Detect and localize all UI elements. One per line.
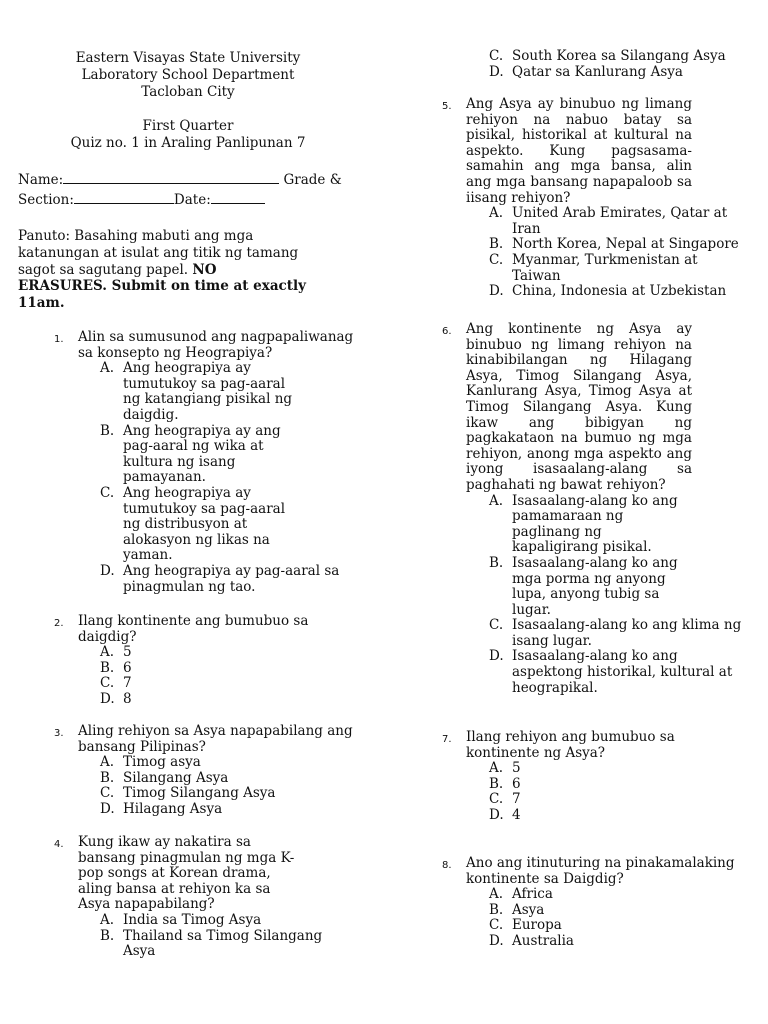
question-7	[440, 730, 758, 824]
choice-text: Isasaalang-alang ko ang pamamaraan ng paglinang ng kapaligirang pisikal.	[512, 492, 678, 556]
choice-a[interactable]	[100, 913, 350, 929]
choice-letter: B.	[489, 775, 504, 792]
date-label: Date:	[173, 191, 211, 208]
choice-text: Isasaalang-alang ko ang aspektong historikal, kultural at heograpikal.	[512, 648, 733, 696]
choice-d[interactable]	[100, 802, 363, 818]
question-stem: Ang kontinente ng Asya ay binubuo ng limang rehiyon na kinabibilangan ng Hilagang Asya, Timog Silangang Asya, Kanlurang Asya, Timog Asya at Timog Silangang Asya. Kung ikaw ang bibigyan ng pagkakataon na bumuo ng mga rehiyon, anong mga aspekto ang iyong isasaalang-alang sa paghahati ng bawat rehiyon?	[466, 321, 692, 493]
choice-text: Asya	[512, 901, 545, 918]
choice-text: North Korea, Nepal at Singapore	[512, 236, 739, 253]
choice-letter: A.	[100, 644, 115, 661]
choice-text: 6	[123, 659, 132, 676]
choice-letter: B.	[100, 927, 115, 944]
city-name: Tacloban City	[141, 84, 235, 100]
question-6	[440, 322, 758, 696]
question-number: 5.	[442, 101, 452, 112]
choice-text: Ang heograpiya ay pag-aaral sa pinagmulan ng tao.	[123, 562, 340, 595]
choice-text: 7	[123, 675, 132, 692]
choice-d[interactable]	[489, 808, 758, 824]
choice-text: Timog asya	[123, 754, 201, 771]
question-4	[18, 835, 363, 960]
section-label: Section:	[18, 191, 74, 208]
choice-text: Hilagang Asya	[123, 800, 223, 817]
choice-letter: B.	[489, 901, 504, 918]
grade-label: Grade &	[283, 172, 342, 188]
question-stem: Ilang rehiyon ang bumubuo sa kontinente ng Asya?	[466, 729, 675, 761]
choice-letter: C.	[489, 617, 504, 634]
choice-d[interactable]	[100, 562, 340, 595]
choice-d[interactable]	[489, 649, 759, 696]
choice-letter: B.	[100, 769, 115, 786]
choice-letter: C.	[489, 791, 504, 808]
question-stem: Ilang kontinente ang bumubuo sa daigdig?	[78, 613, 309, 645]
choice-letter: C.	[489, 251, 504, 268]
choice-c[interactable]	[100, 486, 315, 564]
choice-text: Ang heograpiya ay tumutukoy sa pag-aaral ng distribusyon at alokasyon ng likas na yaman.	[123, 484, 286, 564]
instructions-bold-text: NO ERASURES. Submit on time at exactly 11am.	[18, 261, 306, 312]
choice-d[interactable]	[100, 692, 363, 708]
question-number: 6.	[442, 326, 452, 337]
question-2	[18, 614, 363, 708]
choice-b[interactable]	[489, 237, 759, 253]
choice-letter: B.	[100, 659, 115, 676]
choice-text: Isasaalang-alang ko ang klima ng isang lugar.	[512, 617, 742, 649]
choice-text: India sa Timog Asya	[123, 911, 262, 928]
choice-letter: D.	[489, 932, 504, 949]
choice-text: Australia	[512, 932, 574, 949]
choice-letter: A.	[489, 886, 504, 903]
choice-b[interactable]	[489, 556, 759, 618]
question-8	[440, 856, 758, 950]
choice-c[interactable]	[489, 253, 759, 284]
choice-letter: D.	[489, 806, 504, 823]
choice-letter: A.	[489, 205, 504, 222]
choice-letter: A.	[100, 911, 115, 928]
choice-text: Ang heograpiya ay ang pag-aaral ng wika at kultura ng isang pamayanan.	[123, 422, 281, 486]
choice-text: 4	[512, 806, 521, 823]
choice-b[interactable]	[100, 929, 350, 960]
choice-d[interactable]	[489, 934, 758, 950]
choice-letter: B.	[489, 236, 504, 253]
choice-letter: D.	[100, 800, 115, 817]
question-stem: Ano ang itinuturing na pinakamalaking kontinente sa Daigdig?	[466, 855, 735, 887]
quiz-title: Quiz no. 1 in Araling Panlipunan 7	[70, 135, 306, 151]
choice-text: 8	[123, 690, 132, 707]
name-label: Name:	[18, 172, 64, 188]
quarter-label: First Quarter	[142, 118, 234, 134]
choice-letter: C.	[100, 785, 115, 802]
question-5	[440, 97, 758, 300]
choice-text: Silangang Asya	[123, 769, 229, 786]
choice-c[interactable]	[489, 918, 758, 934]
document-header	[18, 50, 358, 152]
instructions	[18, 228, 308, 312]
choice-b[interactable]	[489, 903, 758, 919]
choice-text: United Arab Emirates, Qatar at Iran	[512, 205, 728, 237]
student-fields	[18, 170, 358, 209]
question-stem: Alin sa sumusunod ang nagpapaliwanag sa konsepto ng Heograpiya?	[78, 329, 354, 361]
section-blank[interactable]	[74, 190, 174, 204]
choice-letter: D.	[489, 648, 504, 665]
choice-text: Africa	[512, 886, 553, 903]
question-number: 3.	[54, 728, 64, 739]
choice-letter: C.	[489, 48, 504, 64]
choice-text: South Korea sa Silangang Asya	[512, 48, 726, 64]
choice-a[interactable]	[100, 755, 363, 771]
question-4-continued	[440, 49, 758, 80]
university-name: Eastern Visayas State University	[75, 50, 301, 66]
choice-text: Europa	[512, 917, 562, 934]
choice-c[interactable]	[489, 49, 758, 65]
question-number: 8.	[442, 860, 452, 871]
choice-letter: D.	[489, 63, 504, 80]
question-3	[18, 724, 363, 818]
choice-text: Myanmar, Turkmenistan at Taiwan	[512, 251, 698, 284]
choice-letter: B.	[100, 422, 115, 439]
choice-text: Timog Silangang Asya	[123, 785, 276, 802]
choice-text: 5	[123, 644, 132, 661]
choice-b[interactable]	[100, 424, 315, 486]
choice-c[interactable]	[100, 786, 363, 802]
choice-b[interactable]	[100, 771, 363, 787]
choice-letter: D.	[100, 562, 115, 579]
choice-a[interactable]	[489, 887, 758, 903]
choice-letter: D.	[100, 690, 115, 707]
choice-a[interactable]	[100, 361, 315, 423]
question-number: 2.	[54, 618, 64, 629]
name-blank[interactable]	[63, 170, 279, 184]
choice-letter: C.	[489, 917, 504, 934]
question-number: 4.	[54, 839, 64, 850]
choice-a[interactable]	[489, 206, 759, 237]
choice-a[interactable]	[100, 645, 363, 661]
choice-letter: C.	[100, 675, 115, 692]
choice-a[interactable]	[489, 494, 759, 556]
choice-c[interactable]	[100, 676, 363, 692]
question-stem: Ang Asya ay binubuo ng limang rehiyon na nabuo batay sa pisikal, historikal at kultural na aspekto. Kung pagsasama-samahin ang mga bansa, alin ang mga bansang napapaloob sa iisang rehiyon?	[466, 96, 692, 206]
question-1	[18, 330, 363, 595]
choice-letter: C.	[100, 484, 115, 501]
choice-text: Isasaalang-alang ko ang mga porma ng anyong lupa, anyong tubig sa lugar.	[512, 554, 678, 618]
question-number: 1.	[54, 334, 64, 345]
choice-a[interactable]	[489, 761, 758, 777]
choice-letter: D.	[489, 283, 504, 300]
choice-d[interactable]	[489, 284, 759, 300]
department-name: Laboratory School Department	[81, 67, 295, 83]
choice-text: 5	[512, 760, 521, 777]
choice-text: Qatar sa Kanlurang Asya	[512, 63, 683, 80]
instructions-text: Panuto: Basahing mabuti ang mga katanungan at isulat ang titik ng tamang sagot sa sagutang papel.	[18, 228, 299, 278]
choice-text: Thailand sa Timog Silangang Asya	[123, 927, 323, 960]
question-stem: Kung ikaw ay nakatira sa bansang pinagmulan ng mga K-pop songs at Korean drama, aling bansa at rehiyon ka sa Asya napapabilang?	[78, 834, 295, 913]
choice-b[interactable]	[100, 661, 363, 677]
choice-d[interactable]	[489, 65, 758, 81]
choice-letter: A.	[489, 760, 504, 777]
choice-letter: A.	[489, 492, 504, 509]
choice-text: Ang heograpiya ay tumutukoy sa pag-aaral ng katangiang pisikal ng daigdig.	[123, 360, 293, 423]
choice-text: 7	[512, 791, 521, 808]
date-blank[interactable]	[211, 190, 265, 204]
choice-c[interactable]	[489, 618, 759, 649]
question-number: 7.	[442, 734, 452, 745]
choice-c[interactable]	[489, 792, 758, 808]
question-stem: Aling rehiyon sa Asya napapabilang ang bansang Pilipinas?	[78, 723, 353, 755]
choice-b[interactable]	[489, 777, 758, 793]
choice-letter: A.	[100, 754, 115, 771]
choice-letter: B.	[489, 554, 504, 571]
choice-text: China, Indonesia at Uzbekistan	[512, 283, 727, 300]
choice-letter: A.	[100, 360, 115, 377]
choice-text: 6	[512, 775, 521, 792]
